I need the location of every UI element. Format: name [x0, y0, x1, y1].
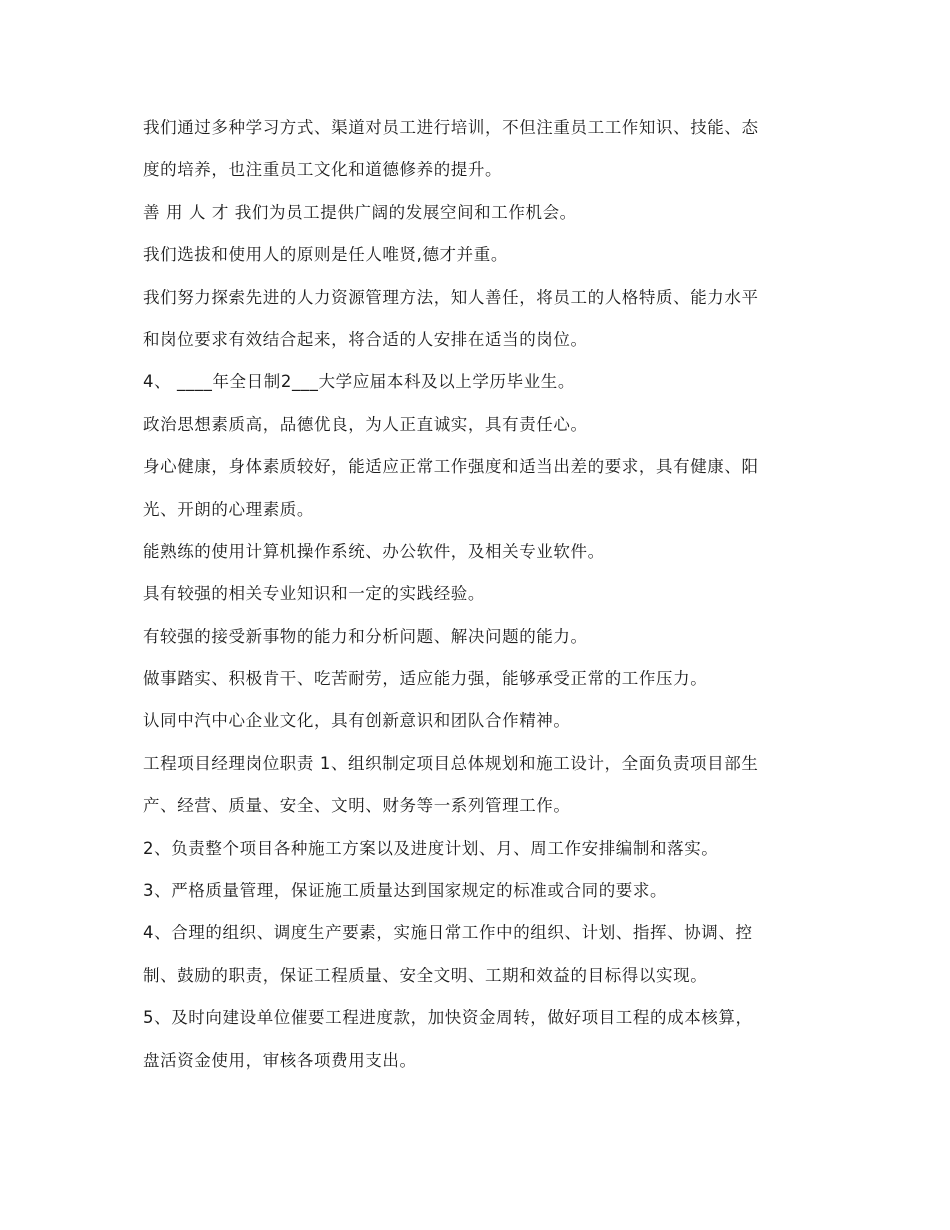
text-line: 有较强的接受新事物的能力和分析问题、解决问题的能力。 — [143, 626, 588, 646]
text-line: 政治思想素质高，品德优良，为人正直诚实，具有责任心。 — [143, 414, 588, 434]
text-line: 我们通过多种学习方式、渠道对员工进行培训，不但注重员工工作知识、技能、态 — [143, 118, 759, 137]
text-line: 4、 ____年全日制2___大学应届本科及以上学历毕业生。 — [143, 372, 575, 392]
text-line: 产、经营、质量、安全、文明、财务等一系列管理工作。 — [143, 796, 571, 816]
text-line: 身心健康，身体素质较好，能适应正常工作强度和适当出差的要求，具有健康、阳 — [143, 457, 759, 477]
text-line: 盘活资金使用，审核各项费用支出。 — [143, 1050, 417, 1070]
text-line: 5、及时向建设单位催要工程进度款，加快资金周转，做好项目工程的成本核算， — [143, 1008, 753, 1028]
text-line: 度的培养，也注重员工文化和道德修养的提升。 — [143, 160, 503, 180]
text-line: 具有较强的相关专业知识和一定的实践经验。 — [143, 584, 485, 604]
text-line: 和岗位要求有效结合起来，将合适的人安排在适当的岗位。 — [143, 329, 588, 349]
text-line: 制、鼓励的职责，保证工程质量、安全文明、工期和效益的目标得以实现。 — [143, 965, 708, 985]
text-line: 2、负责整个项目各种施工方案以及进度计划、月、周工作安排编制和落实。 — [143, 838, 719, 858]
text-line: 我们努力探索先进的人力资源管理方法，知人善任，将员工的人格特质、能力水平 — [143, 287, 759, 307]
text-line: 能熟练的使用计算机操作系统、办公软件，及相关专业软件。 — [143, 541, 605, 561]
text-line: 我们选拔和使用人的原则是任人唯贤,德才并重。 — [143, 245, 508, 265]
document-body — [143, 107, 823, 1082]
text-line: 做事踏实、积极肯干、吃苦耐劳，适应能力强，能够承受正常的工作压力。 — [143, 669, 708, 689]
text-line: 3、严格质量管理，保证施工质量达到国家规定的标准或合同的要求。 — [143, 881, 668, 901]
text-line: 认同中汽中心企业文化，具有创新意识和团队合作精神。 — [143, 711, 571, 731]
text-line: 工程项目经理岗位职责 1、组织制定项目总体规划和施工设计，全面负责项目部生 — [143, 753, 759, 773]
text-line: 光、开朗的心理素质。 — [143, 499, 314, 519]
text-line: 4、合理的组织、调度生产要素，实施日常工作中的组织、计划、指挥、协调、控 — [143, 923, 753, 943]
text-line: 善 用 人 才 我们为员工提供广阔的发展空间和工作机会。 — [143, 202, 577, 222]
